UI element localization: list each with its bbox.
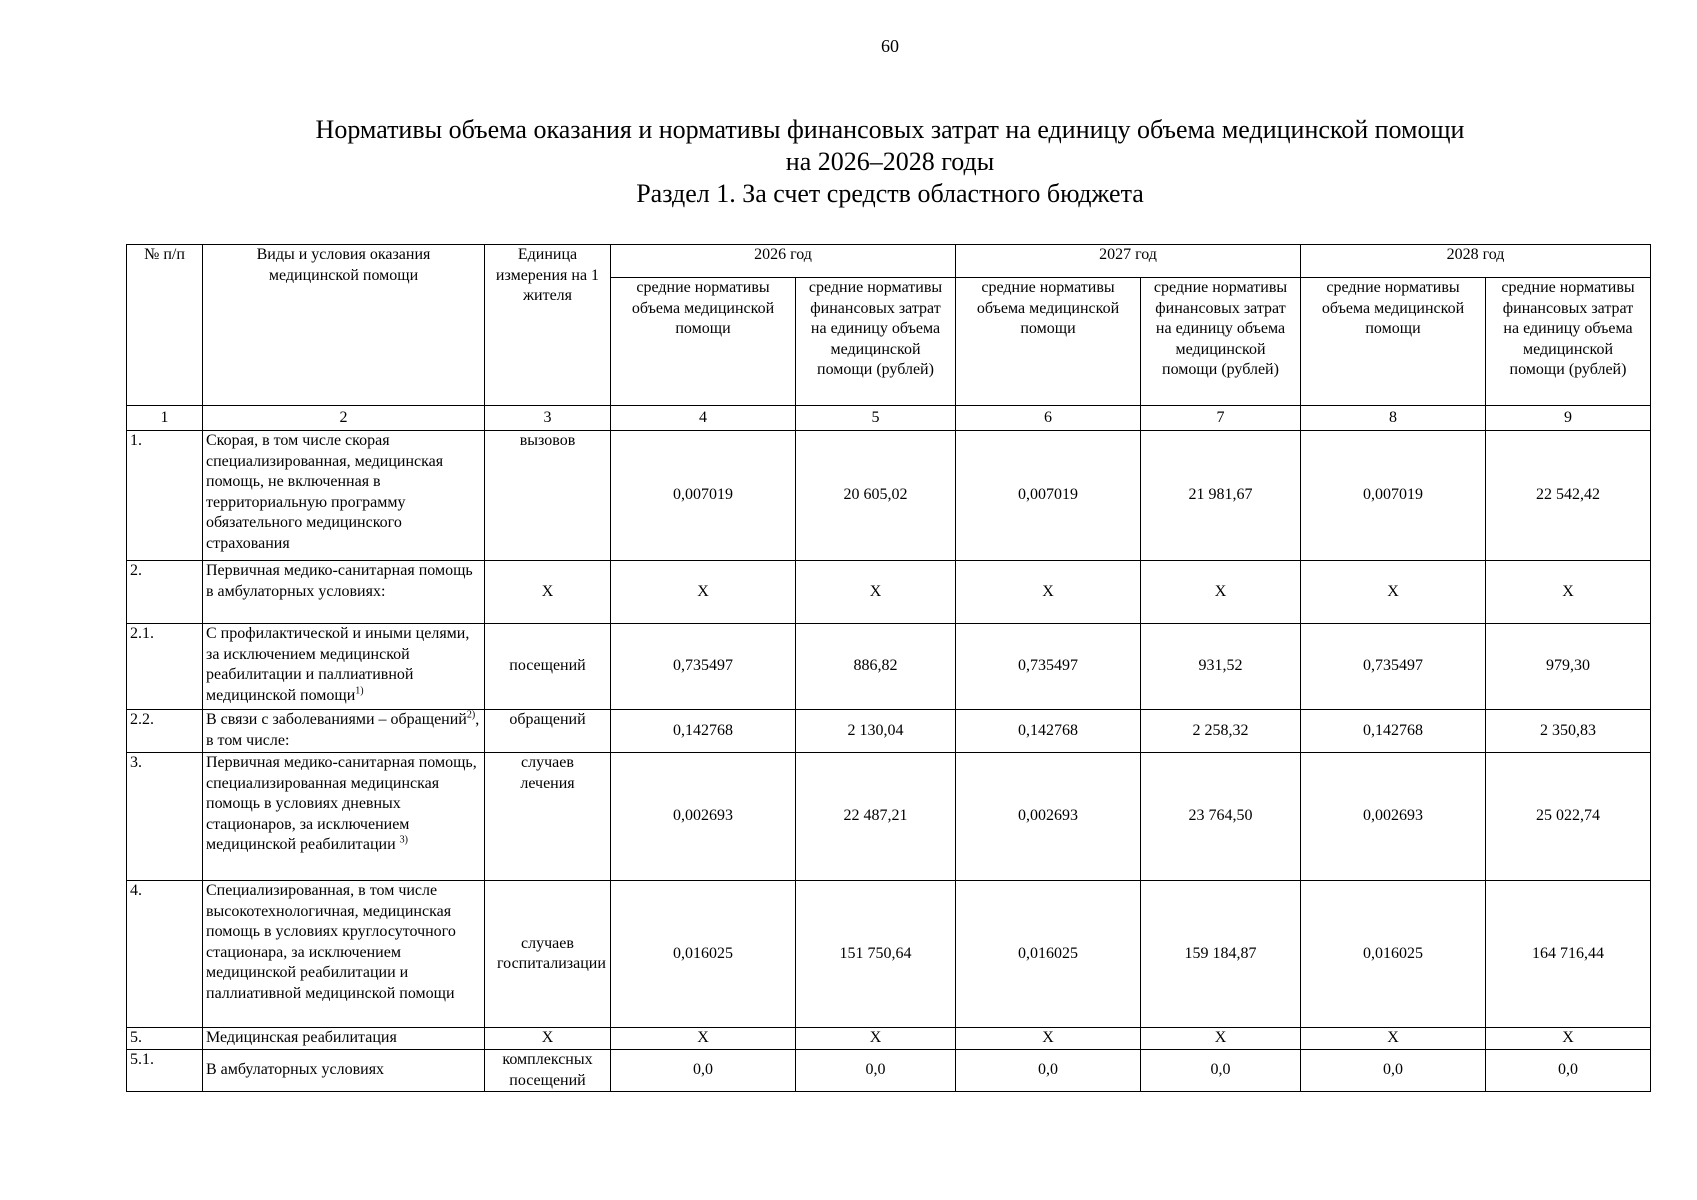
value-cost-2028: 0,0 <box>1486 1050 1651 1092</box>
value-cost-2028: Х <box>1486 561 1651 624</box>
row-name-text: Первичная медико-санитарная помощь, специализированная медицинская помощь в условиях дневных стационаров, за исключением медицинской реабилитации <box>206 754 477 853</box>
value-cost-2026: 20 605,02 <box>796 431 956 561</box>
value-volume-2027: 0,016025 <box>956 881 1141 1028</box>
header-volume-2028: средние нормативы объема медицинской помощи <box>1301 278 1486 406</box>
value-volume-2028: 0,007019 <box>1301 431 1486 561</box>
footnote-marker: 2) <box>466 709 476 721</box>
value-volume-2027: Х <box>956 1028 1141 1050</box>
value-volume-2027: 0,142768 <box>956 710 1141 753</box>
table-row <box>127 431 1651 561</box>
value-cost-2027: 0,0 <box>1141 1050 1301 1092</box>
row-name-text: Скорая, в том числе скорая специализированная, медицинская помощь, не включенная в территориальную программу обязательного медицинского страхования <box>206 432 444 552</box>
table-row <box>127 710 1651 753</box>
footnote-marker: 1) <box>355 685 364 697</box>
header-volume-2026: средние нормативы объема медицинской помощи <box>611 278 796 406</box>
value-cost-2026: 0,0 <box>796 1050 956 1092</box>
row-number: 2. <box>127 561 203 624</box>
header-cost-2026: средние нормативы финансовых затрат на единицу объема медицинской помощи (рублей) <box>796 278 956 406</box>
row-name-text: Медицинская реабилитация <box>206 1029 397 1046</box>
value-volume-2027: Х <box>956 561 1141 624</box>
value-cost-2026: 22 487,21 <box>796 753 956 881</box>
section-title: Раздел 1. За счет средств областного бюджета <box>636 179 1144 208</box>
row-name <box>203 881 485 1028</box>
value-cost-2026: 151 750,64 <box>796 881 956 1028</box>
row-number: 5. <box>127 1028 203 1050</box>
row-unit: комплексных посещений <box>485 1050 611 1092</box>
value-volume-2026: 0,142768 <box>611 710 796 753</box>
table-row <box>127 753 1651 881</box>
value-cost-2028: 2 350,83 <box>1486 710 1651 753</box>
column-index: 4 <box>611 406 796 431</box>
value-volume-2027: 0,735497 <box>956 624 1141 710</box>
row-unit: случаев лечения <box>485 753 611 881</box>
row-name-text: В амбулаторных условиях <box>206 1061 385 1079</box>
row-number: 2.2. <box>127 710 203 753</box>
row-unit: вызовов <box>485 431 611 561</box>
value-cost-2026: Х <box>796 561 956 624</box>
row-unit: Х <box>485 561 611 624</box>
header-year-2027: 2027 год <box>956 245 1301 278</box>
value-cost-2028: 25 022,74 <box>1486 753 1651 881</box>
value-volume-2028: 0,142768 <box>1301 710 1486 753</box>
header-year-2026: 2026 год <box>611 245 956 278</box>
row-number: 3. <box>127 753 203 881</box>
value-volume-2026: 0,007019 <box>611 431 796 561</box>
value-cost-2027: Х <box>1141 1028 1301 1050</box>
table-row <box>127 624 1651 710</box>
value-volume-2028: Х <box>1301 561 1486 624</box>
row-unit: Х <box>485 1028 611 1050</box>
row-name-text: Специализированная, в том числе высокотехнологичная, медицинская помощь в условиях круглосуточного стационара, за исключением медицинской реабилитации и паллиативной медицинской помощи <box>206 882 456 1002</box>
row-number: 1. <box>127 431 203 561</box>
norms-table <box>126 244 1651 1092</box>
value-volume-2026: 0,002693 <box>611 753 796 881</box>
value-cost-2027: Х <box>1141 561 1301 624</box>
value-cost-2026: 2 130,04 <box>796 710 956 753</box>
value-cost-2027: 2 258,32 <box>1141 710 1301 753</box>
value-cost-2028: Х <box>1486 1028 1651 1050</box>
column-index: 2 <box>203 406 485 431</box>
row-name-tail: , в том числе: <box>206 711 480 749</box>
column-index: 6 <box>956 406 1141 431</box>
value-cost-2026: 886,82 <box>796 624 956 710</box>
value-cost-2027: 159 184,87 <box>1141 881 1301 1028</box>
row-name-text: Первичная медико-санитарная помощь в амбулаторных условиях: <box>206 562 473 600</box>
row-number: 5.1. <box>127 1050 203 1092</box>
row-name <box>203 710 485 753</box>
value-volume-2027: 0,007019 <box>956 431 1141 561</box>
table-row <box>127 561 1651 624</box>
header-cost-2028: средние нормативы финансовых затрат на единицу объема медицинской помощи (рублей) <box>1486 278 1651 406</box>
value-cost-2028: 979,30 <box>1486 624 1651 710</box>
document-title <box>0 114 1697 210</box>
row-name <box>203 1050 485 1092</box>
value-volume-2028: 0,735497 <box>1301 624 1486 710</box>
value-volume-2027: 0,002693 <box>956 753 1141 881</box>
value-volume-2028: Х <box>1301 1028 1486 1050</box>
header-volume-2027: средние нормативы объема медицинской помощи <box>956 278 1141 406</box>
column-index: 3 <box>485 406 611 431</box>
value-cost-2028: 22 542,42 <box>1486 431 1651 561</box>
value-volume-2027: 0,0 <box>956 1050 1141 1092</box>
value-cost-2027: 23 764,50 <box>1141 753 1301 881</box>
value-volume-2026: 0,016025 <box>611 881 796 1028</box>
table-row <box>127 881 1651 1028</box>
table-row <box>127 1028 1651 1050</box>
value-volume-2028: 0,002693 <box>1301 753 1486 881</box>
row-name <box>203 624 485 710</box>
row-name <box>203 1028 485 1050</box>
column-index: 5 <box>796 406 956 431</box>
row-name <box>203 753 485 881</box>
row-unit: обращений <box>485 710 611 753</box>
value-volume-2028: 0,016025 <box>1301 881 1486 1028</box>
row-unit: посещений <box>485 624 611 710</box>
value-volume-2026: 0,0 <box>611 1050 796 1092</box>
row-name <box>203 561 485 624</box>
table-row <box>127 1050 1651 1092</box>
column-index: 8 <box>1301 406 1486 431</box>
column-index: 1 <box>127 406 203 431</box>
header-kind: Виды и условия оказания медицинской помощи <box>203 245 485 406</box>
row-number: 4. <box>127 881 203 1028</box>
value-volume-2026: Х <box>611 561 796 624</box>
value-cost-2026: Х <box>796 1028 956 1050</box>
header-num: № п/п <box>127 245 203 406</box>
value-volume-2028: 0,0 <box>1301 1050 1486 1092</box>
value-cost-2028: 164 716,44 <box>1486 881 1651 1028</box>
title-line-2: на 2026–2028 годы <box>785 147 995 176</box>
header-year-2028: 2028 год <box>1301 245 1651 278</box>
page-number: 60 <box>881 36 899 56</box>
row-number: 2.1. <box>127 624 203 710</box>
column-index: 7 <box>1141 406 1301 431</box>
value-volume-2026: 0,735497 <box>611 624 796 710</box>
value-volume-2026: Х <box>611 1028 796 1050</box>
row-name <box>203 431 485 561</box>
row-name-text: В связи с заболеваниями – обращений <box>206 711 467 728</box>
header-cost-2027: средние нормативы финансовых затрат на единицу объема медицинской помощи (рублей) <box>1141 278 1301 406</box>
header-unit: Единица измерения на 1 жителя <box>485 245 611 406</box>
value-cost-2027: 21 981,67 <box>1141 431 1301 561</box>
title-line-1: Нормативы объема оказания и нормативы финансовых затрат на единицу объема медицинской помощи <box>315 115 1465 144</box>
column-index: 9 <box>1486 406 1651 431</box>
value-cost-2027: 931,52 <box>1141 624 1301 710</box>
column-index-row <box>127 406 1651 431</box>
row-name-text: С профилактической и иными целями, за исключением медицинской реабилитации и паллиативной медицинской помощи <box>206 625 470 704</box>
footnote-marker: 3) <box>399 834 408 846</box>
row-unit: случаев госпитализации <box>485 881 611 1028</box>
